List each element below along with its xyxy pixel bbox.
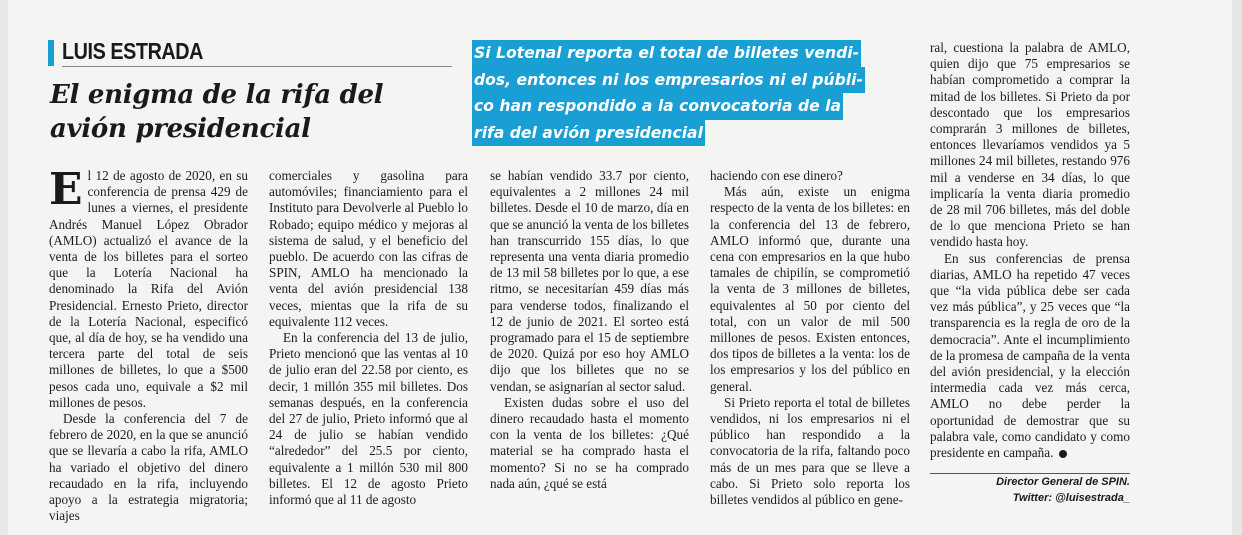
pull-quote-line: dos, entonces ni los empresarios ni el públi- [472, 67, 865, 94]
paragraph: comerciales y gasolina para automóviles; financiamiento para el Instituto para Devolverle al Pueblo lo Robado; equipo médico y mejoras al sistema de salud, y el beneficio del pueblo. De acuerdo con las cifras de SPIN, AMLO ha mencionado la venta del avión presidencial 138 veces, mientas que la rifa de su equivalente 112 veces. [269, 168, 468, 329]
paragraph [49, 164, 248, 411]
text-column-4 [710, 168, 910, 508]
page-edge-left [0, 0, 8, 535]
author-divider [62, 66, 452, 67]
credit-divider [930, 473, 1130, 474]
headline [50, 78, 450, 146]
author-accent-bar [48, 40, 54, 66]
paragraph-text: En sus conferencias de prensa diarias, AMLO ha repetido 47 veces que “la vida pública debe ser cada vez más pública”, y 25 veces que “la transparencia es la regla de oro de la democracia”. Ante el incumplimiento de la promesa de campaña de la venta del avión presidencial, y la elección intermedia cada vez más cerca, AMLO no debe perder la oportunidad de demostrar que su palabra vale, como candidato y como presidente en campaña. [930, 250, 1130, 461]
text-column-5 [930, 40, 1130, 461]
paragraph-text: l 12 de agosto de 2020, en su conferencia de prensa 429 de lunes a viernes, el presidente Andrés Manuel López Obrador (AMLO) actualizó el avance de la venta de los billetes para el sorteo que la Lotería Nacional ha denominado la Rifa del Avión Presidencial. Ernesto Prieto, director de la Lotería Nacional, especificó que, al día de hoy, se ha vendido una tercera parte del total de seis millones de billetes, lo que a $500 pesos cada uno, equivale a $2 mil millones de pesos. [49, 168, 248, 410]
paragraph: se habían vendido 33.7 por ciento, equivalentes a 2 millones 24 mil billetes. Desde el 10 de marzo, día en que se anunció la venta de los billetes han transcurrido 155 días, lo que representa una venta diaria promedio de 13 mil 58 billetes por lo que, a ese ritmo, se necesitarían 459 días más para venderse todos, finalizando el 12 de junio de 2021. El sorteo está programado para el 15 de septiembre de 2020. Quizá por eso hoy AMLO dijo que los billetes que no se vendan, se asignarían al sector salud. [490, 168, 689, 394]
pull-quote-line: rifa del avión presidencial [472, 120, 705, 147]
pull-quote [472, 40, 882, 146]
paragraph: Más aún, existe un enigma respecto de la venta de los billetes: en la conferencia del 13 de febrero, AMLO informó que, durante una cena con empresarios en la que hubo tamales de chipilín, se comprometió la venta de 3 millones de billetes, equivalentes al 50 por ciento del total, con un valor de mil 500 millones de pesos. Existen entonces, dos tipos de billetes a la venta: los de los empresarios y los del público en general. [710, 184, 910, 394]
text-column-1 [49, 164, 248, 524]
paragraph [930, 251, 1130, 462]
paragraph: haciendo con ese dinero? [710, 168, 843, 183]
pull-quote-line: Si Lotenal reporta el total de billetes vendi- [472, 40, 861, 67]
paragraph: Desde la conferencia del 7 de febrero de 2020, en la que se anunció que se llevaría a cabo la rifa, AMLO ha variado el objetivo del dinero recaudado en la rifa, incluyendo apoyo a la estrategia migratoria; viajes [49, 411, 248, 524]
author-name: LUIS ESTRADA [62, 38, 203, 64]
paragraph: En la conferencia del 13 de julio, Prieto mencionó que las ventas al 10 de julio eran del 22.58 por ciento, es decir, 1 millón 355 mil billetes. Dos semanas después, en la conferencia del 27 de julio, Prieto informó que al 24 de julio se habían vendido “alrededor” del 25.5 por ciento, equivalente a 1 millón 530 mil 800 billetes. El 12 de agosto Prieto informó que al 11 de agosto [269, 330, 468, 508]
pull-quote-line: co han respondido a la convocatoria de la [472, 93, 843, 120]
page-edge-right [1232, 0, 1242, 535]
paragraph: Si Prieto reporta el total de billetes vendidos, ni los empresarios ni el público han respondido a la convocatoria de la rifa, faltando poco más de un mes para que se lleve a cabo. Si Prieto solo reporta los billetes vendidos al público en gene- [710, 394, 910, 508]
author-credit-title: Director General de SPIN. [996, 476, 1130, 488]
headline-line-1: El enigma de la rifa del [50, 80, 384, 110]
text-column-2 [269, 168, 468, 508]
author-credit-twitter: Twitter: @luisestrada_ [1012, 492, 1130, 504]
paragraph: ral, cuestiona la palabra de AMLO, quien dijo que 75 empresarios se habían comprometido a comprar la mitad de los billetes. Si Prieto da por descontado que los empresarios comprarán 3 millones de billetes, entonces llevaríamos vendidos ya 5 millones 24 mil billetes, restando 976 mil a venderse en 34 días, lo que implicaría la venta diaria promedio de 28 mil 706 billetes, más del doble de lo que menciona Prieto se han vendido hasta hoy. [930, 40, 1130, 250]
end-mark-icon [1059, 450, 1067, 458]
paragraph: Existen dudas sobre el uso del dinero recaudado hasta el momento con la venta de los billetes: ¿Qué material se ha comprado hasta el momento? Si no se ha comprado nada aún, ¿qué se está [490, 394, 689, 491]
text-column-3 [490, 168, 689, 492]
headline-line-2: avión presidencial [50, 114, 311, 144]
drop-cap: E [49, 164, 83, 215]
